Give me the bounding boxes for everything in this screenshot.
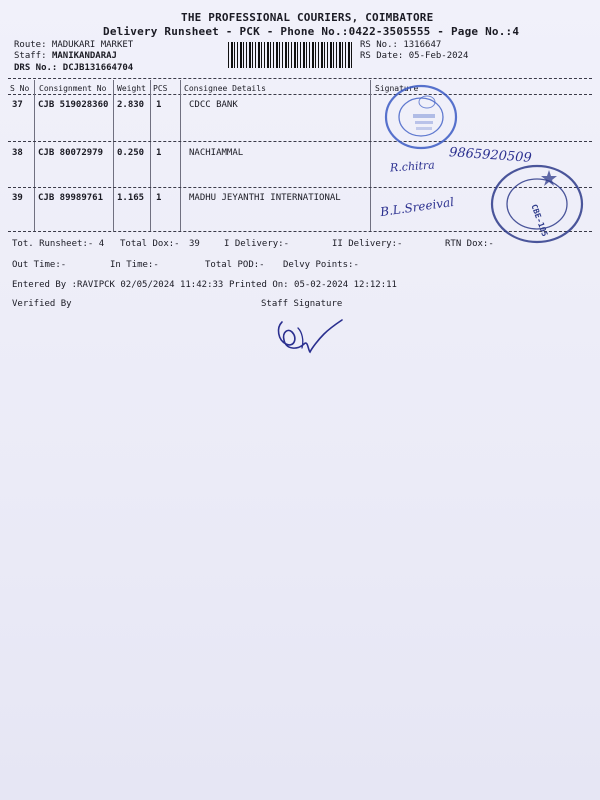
- row-weight: 1.165: [117, 193, 145, 203]
- drs-row: [14, 63, 133, 74]
- out-time: Out Time:-: [12, 260, 67, 270]
- printed-on: Printed On: 05-02-2024 12:12:11: [229, 280, 397, 290]
- row-pcs: 1: [156, 148, 162, 158]
- row-sno: 39: [12, 193, 23, 203]
- rule-header: [8, 94, 592, 95]
- col-divider: [34, 80, 35, 231]
- col-divider: [150, 80, 151, 231]
- handwritten-phone: 9865920509: [448, 145, 533, 166]
- col-consignee: Consignee Details: [184, 84, 266, 93]
- barcode: [228, 42, 354, 68]
- col-pcs: PCS: [153, 84, 168, 93]
- staff-signature-label: Staff Signature: [261, 299, 343, 309]
- bank-seal-stamp: [383, 84, 459, 150]
- staff-signature-scribble: [268, 310, 348, 356]
- staff-name: MANIKANDARAJ: [51, 51, 117, 61]
- row-weight: 2.830: [117, 100, 145, 110]
- col-divider: [180, 80, 181, 231]
- drs-label: DRS No.:: [14, 63, 58, 73]
- row-pcs: 1: [156, 193, 162, 203]
- handwritten-signature-38: R.chitra: [389, 158, 436, 175]
- total-dox-count: 39: [189, 239, 200, 249]
- row-consignee: CDCC BANK: [189, 100, 238, 110]
- total-pod: Total POD:-: [205, 260, 265, 270]
- col-divider: [113, 80, 114, 231]
- col-weight: Weight: [117, 84, 146, 93]
- staff-row: [14, 51, 117, 62]
- stamp-code: CBE-105: [529, 202, 550, 238]
- row-consignee: MADHU JEYANTHI INTERNATIONAL: [189, 193, 341, 203]
- col-divider: [370, 80, 371, 231]
- total-dox-label: Total Dox:-: [120, 239, 180, 249]
- row-consignment: CJB 519028360: [38, 100, 109, 110]
- in-time: In Time:-: [110, 260, 159, 270]
- delvy-points: Delvy Points:-: [283, 260, 359, 270]
- handwritten-signature-39: B.L.Sreeival: [379, 194, 455, 220]
- staff-label: Staff:: [14, 51, 47, 61]
- row-divider: [8, 141, 592, 142]
- route: Route: MADUKARI MARKET: [14, 40, 134, 50]
- col-sno: S No: [10, 84, 30, 93]
- verified-by: Verified By: [12, 299, 72, 309]
- row-consignment: CJB 89989761: [38, 193, 104, 203]
- col-signature: Signature: [375, 84, 419, 93]
- drs-value: DCJB131664704: [62, 63, 134, 73]
- row-weight: 0.250: [117, 148, 145, 158]
- row-sno: 37: [12, 100, 23, 110]
- ii-delivery: II Delivery:-: [332, 239, 403, 249]
- rs-date: RS Date: 05-Feb-2024: [360, 51, 469, 61]
- row-consignment: CJB 80072979: [38, 148, 104, 158]
- rule-top: [8, 78, 592, 79]
- company-name: THE PROFESSIONAL COURIERS, COIMBATORE: [181, 11, 434, 24]
- col-consignment: Consignment No: [39, 84, 107, 93]
- rtn-dox: RTN Dox:-: [445, 239, 494, 249]
- row-pcs: 1: [156, 100, 162, 110]
- company-seal-stamp: [489, 162, 585, 246]
- entered-by: Entered By :RAVIPCK 02/05/2024 11:42:33: [12, 280, 224, 290]
- i-delivery: I Delivery:-: [224, 239, 290, 249]
- row-sno: 38: [12, 148, 23, 158]
- rs-no: RS No.: 1316647: [360, 40, 442, 50]
- tot-runsheet: Tot. Runsheet:- 4: [12, 239, 105, 249]
- runsheet-title: Delivery Runsheet - PCK - Phone No.:0422-3505555 - Page No.:4: [103, 25, 520, 38]
- row-consignee: NACHIAMMAL: [189, 148, 244, 158]
